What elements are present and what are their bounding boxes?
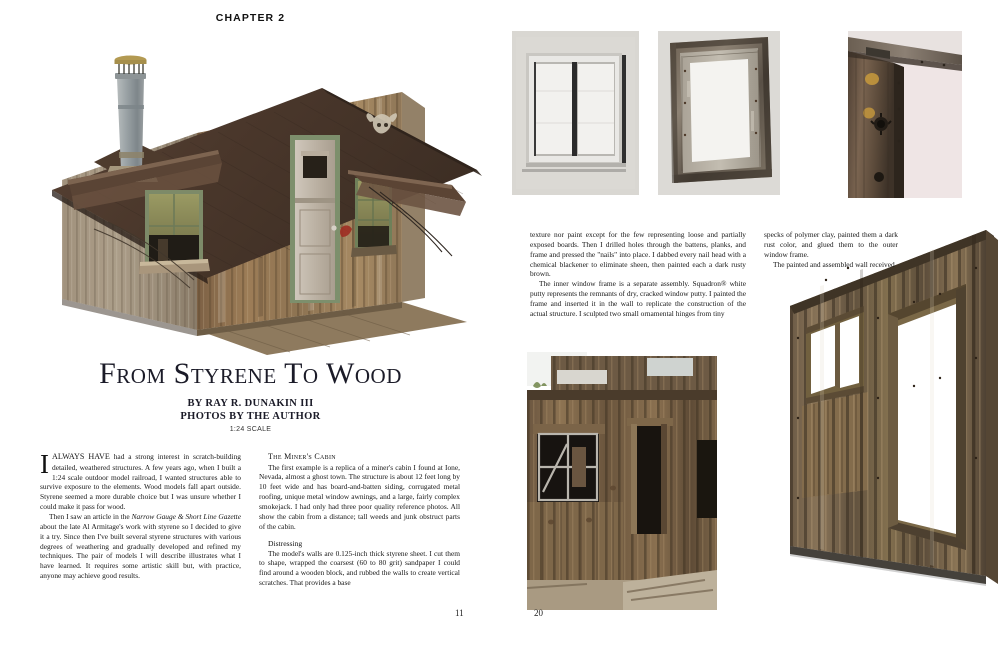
right-paragraph-2: The inner window frame is a separate assembly. Squadron® white putty represents the remnants of dry, cracked window putty. I painted the frame and inserted it in the wall to replicate the construction of the actual structure. I sculpted two small ornamental hinges from tiny <box>530 279 746 318</box>
paragraph-miners-cabin: The first example is a replica of a miner's cabin I found at Ione, Nevada, almost a ghost town. The structure is about 12 feet long by 10 feet wide and has board-and-batten siding, corrugated metal roofing, unique metal window awnings, and a large, fairly complex smokejack. I had only had three poor quality reference photos. All show the cabin from a distance; tall weeds and junk obstruct parts of the cabin. <box>259 462 460 531</box>
left-column-two <box>259 452 460 588</box>
lead-smallcaps: ALWAYS HAVE <box>52 452 110 461</box>
byline-photos: PHOTOS BY THE AUTHOR <box>180 410 321 422</box>
drop-cap: I <box>40 449 49 479</box>
scale-note: 1:24 SCALE <box>229 426 272 434</box>
lead-paragraph-text: had a strong interest in scratch-building detailed, weathered structures. A few years ago, when I built a 1:24 scale outdoor model railroad, I wanted structures able to survive exposure to the elements. Wood models fall apart outside. Styrene seemed a more durable choice but I was unsure whether I could make it pass for wood. <box>40 452 241 512</box>
right-page-columns <box>530 230 970 319</box>
byline-author: BY RAY R. DUNAKIN III <box>187 397 314 409</box>
photo-weathered-window-frame <box>658 31 780 195</box>
folio-left: 11 <box>455 608 464 618</box>
byline <box>0 397 501 424</box>
left-page <box>0 0 501 649</box>
paragraph-distressing: The model's walls are 0.125-inch thick styrene sheet. I cut them to shape, wrapped the coarsest (60 to 80 grit) sandpaper I could find around a wooden block, and rubbed the walls to create vertical scratches. That provides a base <box>259 548 460 588</box>
left-column-one <box>40 449 241 588</box>
chapter-label: CHAPTER 2 <box>215 12 286 24</box>
left-window <box>139 190 210 274</box>
lead-paragraph <box>40 449 241 512</box>
folio-right: 20 <box>534 608 543 618</box>
right-paragraph-4: The painted and assembled wall received <box>773 259 895 269</box>
right-column-two <box>764 230 898 319</box>
photo-window-corner-detail <box>848 31 962 198</box>
subhead-distressing: Distressing <box>268 538 303 548</box>
article-title: From Styrene To Wood <box>99 357 402 390</box>
right-paragraph-1: texture nor paint except for the few representing loose and partially exposed boards. Then I drilled holes through the battens, planks, and frame and pressed the "nails" into place. I dabbed every nail head with a chemical blackener to eliminate sheen, then painted each a dark rusty brown. <box>530 230 746 279</box>
cabin-hero-photo <box>22 30 492 355</box>
column-spacer <box>259 532 460 539</box>
paragraph-narrow-gauge <box>40 512 241 581</box>
left-page-columns <box>40 449 460 588</box>
wall-door-opening <box>888 284 966 550</box>
right-column-one <box>530 230 746 319</box>
subhead-miners-cabin: The Miner's Cabin <box>268 452 336 461</box>
photo-white-styrene-window <box>512 31 639 195</box>
cabin-door <box>290 135 340 303</box>
paragraph-2-part-b: about the late Al Armitage's work with styrene so I decided to give it a try. Since then I've built several styrene structures with various degrees of weathering and gradually developed and refined my techniques. The pair of models I will describe illustrates what I have learned. It requires some artistic skill but, with practice, anyone may achieve good results. <box>40 521 241 581</box>
photo-prototype-building <box>527 352 717 610</box>
magazine-title-italic: Narrow Gauge & Short Line Gazette <box>131 511 241 521</box>
article-title-block <box>0 358 501 433</box>
paragraph-2-part-a: Then I saw an article in the <box>49 511 132 521</box>
right-paragraph-3: specks of polymer clay, painted them a dark rust color, and glued them to the outer window frame. <box>764 230 898 259</box>
